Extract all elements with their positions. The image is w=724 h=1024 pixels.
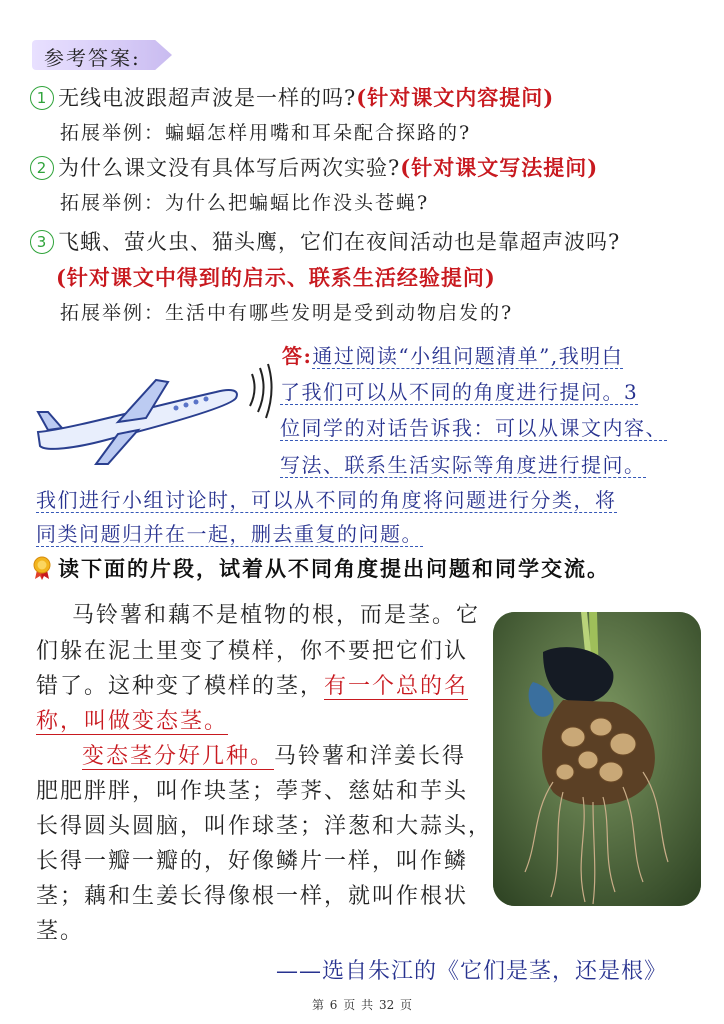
answer-line-1: 答:通过阅读“小组问题清单”,我明白	[282, 344, 624, 368]
question-2	[30, 152, 598, 182]
underlined-phrase-3: 变态茎分好几种。	[82, 744, 275, 769]
passage-line-7: 长得圆头圆脑，叫作球茎；洋葱和大蒜头，	[36, 814, 493, 839]
task-instruction: 读下面的片段，试着从不同角度提出问题和同学交流。	[58, 556, 610, 581]
potato-roots-image	[493, 612, 701, 906]
passage-line-8: 长得一瓣一瓣的，好像鳞片一样，叫作鳞	[36, 849, 469, 874]
question-2-type: (针对课文写法提问)	[400, 155, 599, 180]
circled-number-2: 2	[30, 156, 54, 180]
passage-line-4	[36, 704, 228, 735]
question-2-example: 拓展举例：为什么把蝙蝠比作没头苍蝇?	[60, 192, 430, 214]
question-1-type: (针对课文内容提问)	[356, 85, 555, 110]
question-2-text: 为什么课文没有具体写后两次实验?	[58, 156, 401, 180]
question-1-example: 拓展举例：蝙蝠怎样用嘴和耳朵配合探路的?	[60, 122, 472, 144]
question-3-text: 飞蛾、萤火虫、猫头鹰，它们在夜间活动也是靠超声波吗?	[58, 230, 621, 254]
answer-line-2: 了我们可以从不同的角度进行提问。3	[280, 380, 639, 404]
answer-header-label: 参考答案:	[44, 46, 141, 70]
passage-line-1: 马铃薯和藕不是植物的根，而是茎。它	[72, 603, 481, 628]
passage-line-3: 错了。这种变了模样的茎，有一个总的名	[36, 674, 469, 699]
answer-label: 答:	[282, 344, 313, 368]
airplane-icon	[38, 364, 272, 464]
airplane-illustration	[26, 360, 276, 470]
tuber-photo	[493, 612, 701, 906]
passage-line-2: 们躲在泥土里变了模样，你不要把它们认	[36, 639, 469, 664]
question-1-text: 无线电波跟超声波是一样的吗?	[58, 86, 357, 110]
current-page-number: 6	[329, 998, 338, 1012]
question-3-type: (针对课文中得到的启示、联系生活经验提问)	[56, 265, 496, 290]
answer-line-6: 同类问题归并在一起，删去重复的问题。	[36, 522, 423, 546]
underlined-phrase-2: 称，叫做变态茎。	[36, 709, 229, 734]
circled-number-3: 3	[30, 230, 54, 254]
passage-line-6: 肥肥胖胖，叫作块茎；荸荠、慈姑和芋头	[36, 779, 469, 804]
circled-number-1: 1	[30, 86, 54, 110]
page-footer: 第 6 页 共 32 页	[311, 998, 413, 1012]
passage-line-10: 茎。	[36, 919, 85, 944]
passage-source: ——选自朱江的《它们是茎，还是根》	[276, 959, 668, 984]
question-1	[30, 82, 554, 112]
question-3-example: 拓展举例：生活中有哪些发明是受到动物启发的?	[60, 302, 514, 324]
passage-line-5: 变态茎分好几种。马铃薯和洋姜长得	[82, 744, 467, 769]
answer-line-4: 写法、联系生活实际等角度进行提问。	[280, 453, 646, 477]
award-badge-icon	[32, 556, 52, 580]
underlined-phrase-1: 有一个总的名	[324, 674, 469, 699]
answer-line-3: 位同学的对话告诉我：可以从课文内容、	[280, 416, 667, 440]
question-3	[30, 226, 620, 256]
total-page-count: 32	[378, 998, 395, 1012]
passage-line-9: 茎；藕和生姜长得像根一样，就叫作根状	[36, 884, 469, 909]
answer-line-5: 我们进行小组讨论时，可以从不同的角度将问题进行分类，将	[36, 488, 617, 512]
